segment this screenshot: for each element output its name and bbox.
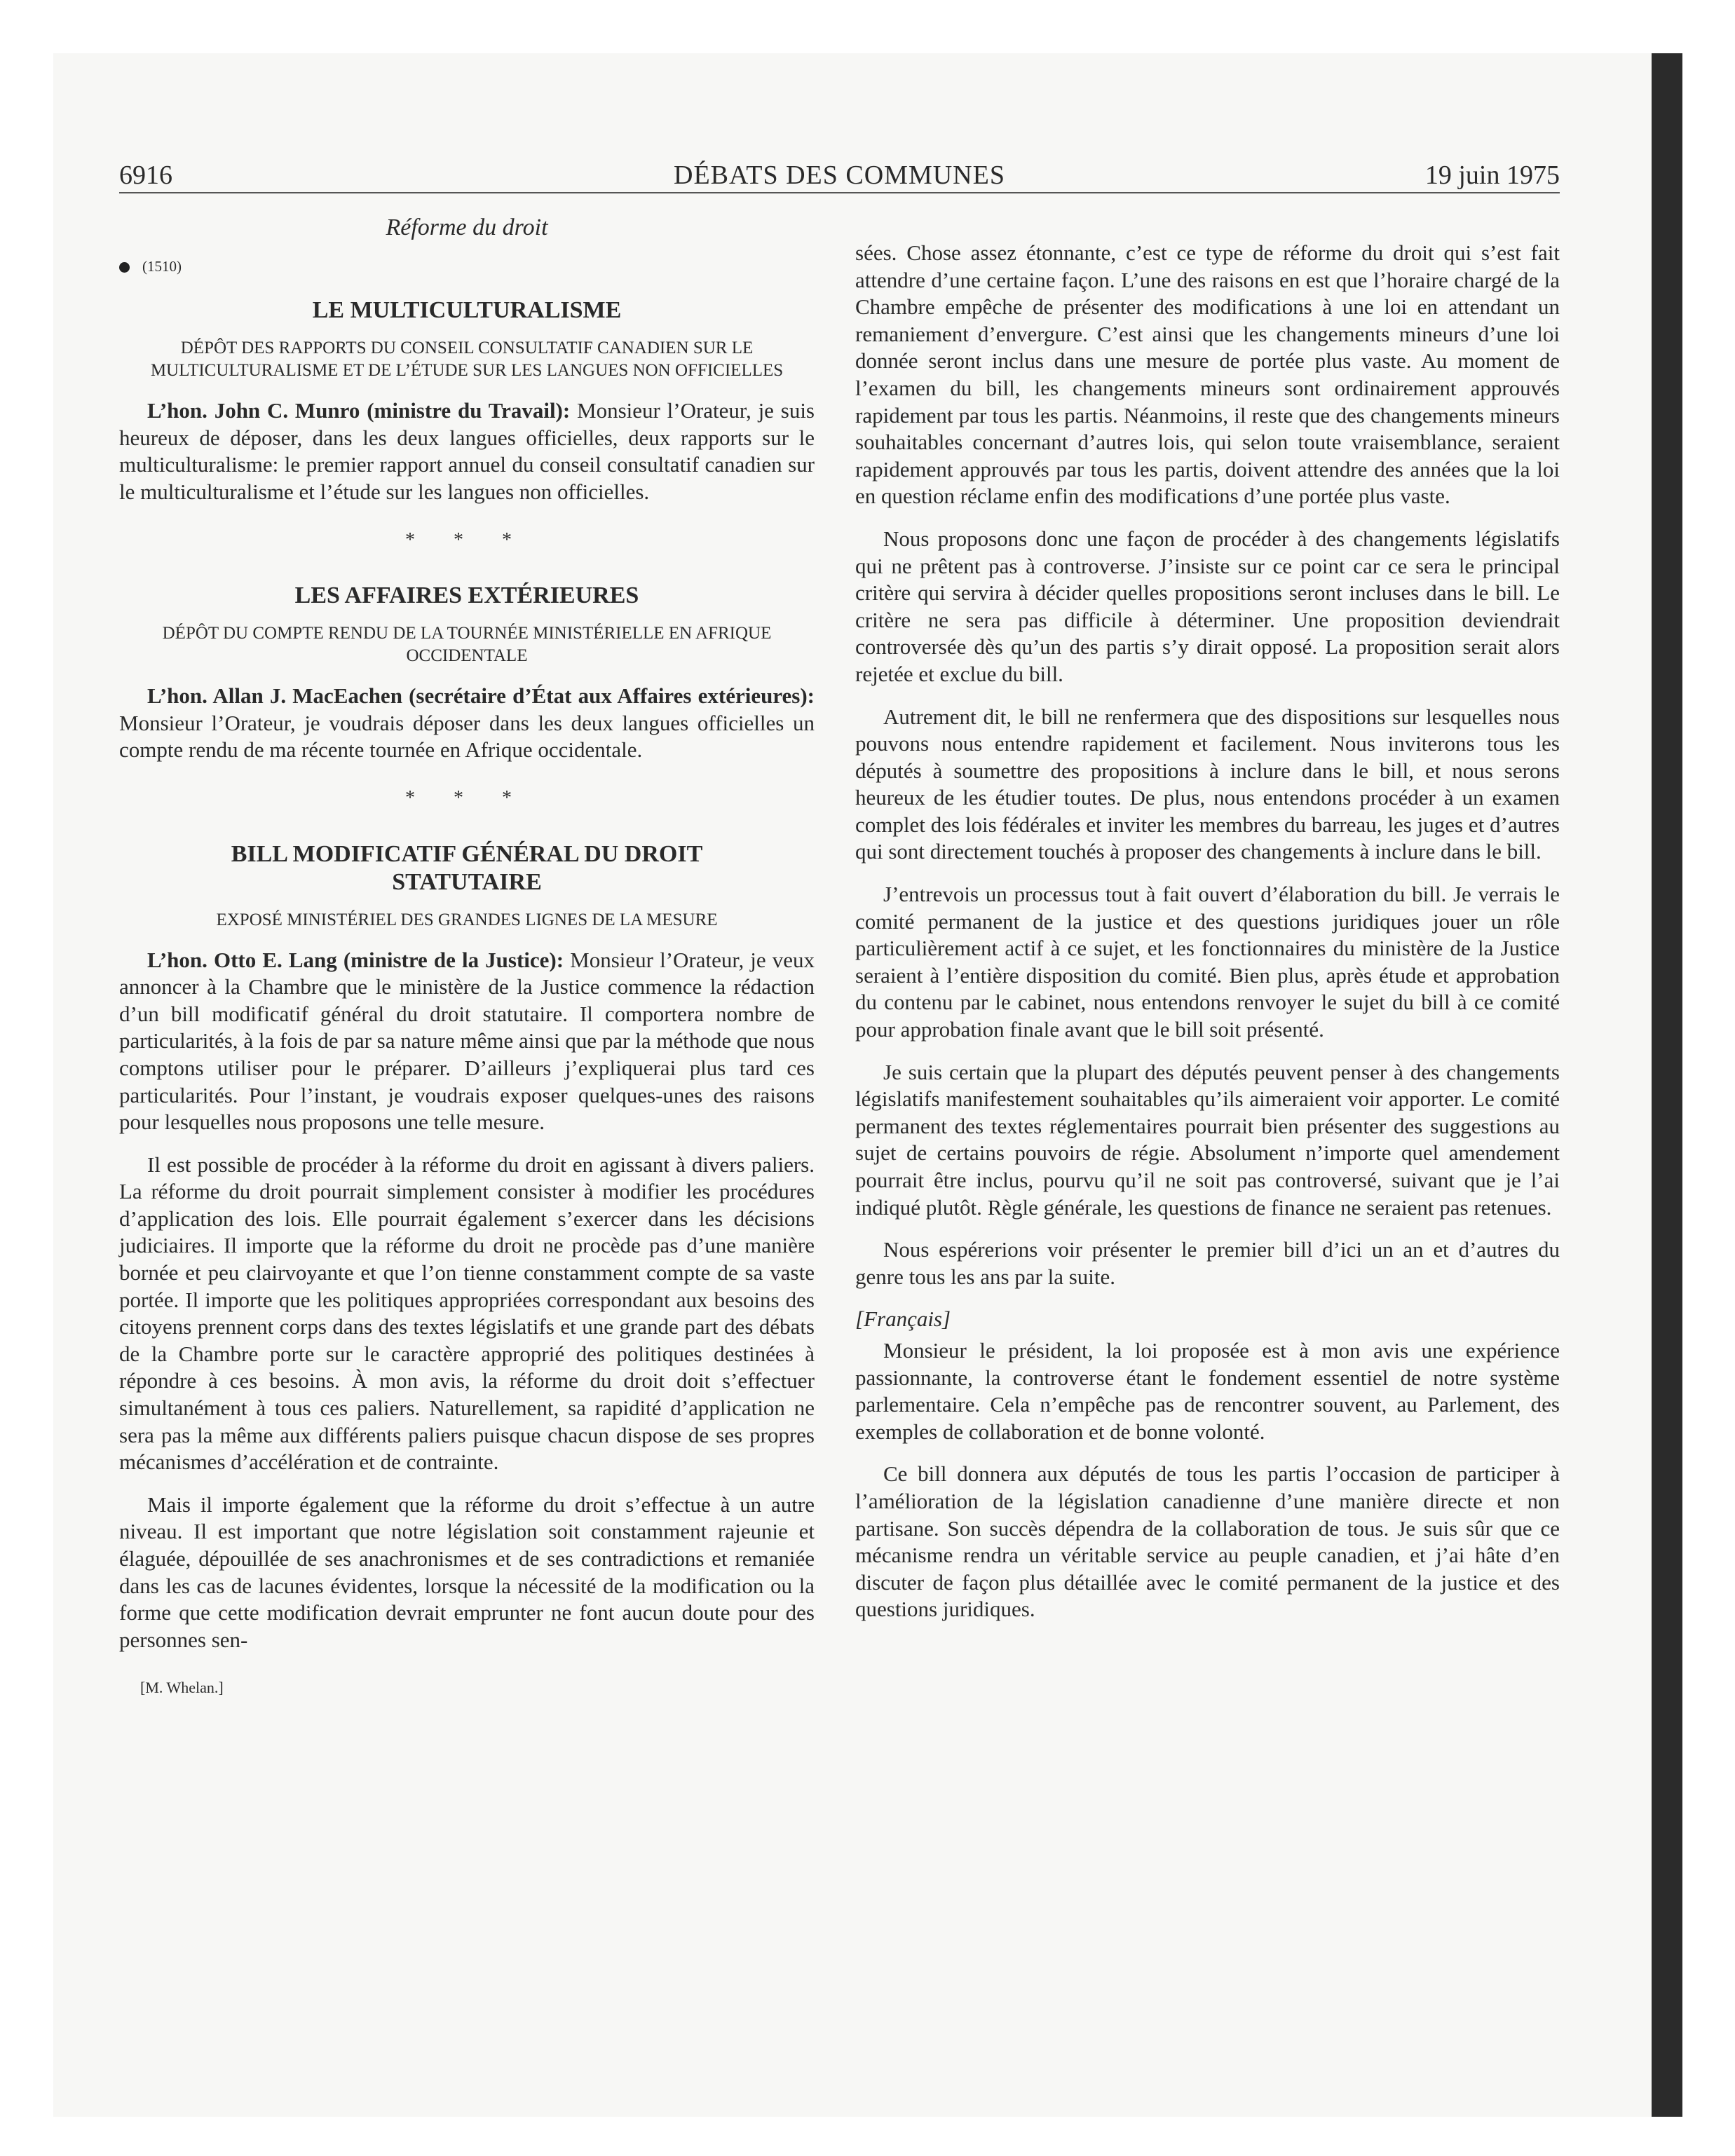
paragraph: Monsieur le président, la loi proposée est à mon avis une expérience passionnante, la controverse étant le fondement essentiel de notre système parlementaire. Cela n’empêche pas de rencontrer souvent, au Parlement, des exemples de collaboration et de bonne volonté. <box>855 1337 1560 1444</box>
subject-running-head: Réforme du droit <box>386 214 548 240</box>
text-maceachen: Monsieur l’Orateur, je voudrais déposer dans les deux langues officielles un compte rendu de ma récente tournée en Afrique occidentale. <box>119 710 815 763</box>
timestamp-text: (1510) <box>142 257 182 275</box>
text-munro: Monsieur l’Orateur, je suis heureux de déposer, dans les deux langues officielles, deux rapports sur le multiculturalisme: le premier rapport annuel du conseil consultatif canadien sur le multiculturalisme et l’étude sur les langues non officielles. <box>119 398 815 504</box>
subheading-multiculturalism: DÉPÔT DES RAPPORTS DU CONSEIL CONSULTATIF CANADIEN SUR LE MULTICULTURALISME ET DE L’ÉTUDE SUR LES LANGUES NON OFFICIELLES <box>150 339 784 381</box>
footer-speaker-note: [M. Whelan.] <box>140 1679 224 1697</box>
paragraph: Ce bill donnera aux députés de tous les partis l’occasion de participer à l’amélioration de la législation canadienne d’une manière directe et non partisane. Son succès dépendra de la collaboration de tous. Je suis sûr que ce mécanisme rendra un véritable service au peuple canadien, et j’ai hâte d’en discuter de façon plus détaillée avec le comité permanent de la justice et des questions juridiques. <box>855 1461 1560 1622</box>
paragraph-munro <box>119 397 815 505</box>
page-header <box>119 150 1560 193</box>
speaker-lang: L’hon. Otto E. Lang (ministre de la Justice): <box>147 947 564 972</box>
section-separator: * * * <box>405 528 529 551</box>
paragraph: Autrement dit, le bill ne renfermera que des dispositions sur lesquelles nous pouvons nous entendre rapidement et facilement. Nous inviterons tous les députés à soumettre des propositions à inclure dans le bill, et nous serons heureux de les étudier toutes. De plus, nous entendons procéder à un examen complet des lois fédérales et inviter les membres du barreau, les juges et d’autres qui sont directement touchés à proposer des changements à inclure dans le bill. <box>855 704 1560 864</box>
paragraph-lang <box>119 947 815 1136</box>
publication-date: 19 juin 1975 <box>1424 161 1560 190</box>
right-column <box>855 240 1560 1639</box>
subheading-statute-law-bill: EXPOSÉ MINISTÉRIEL DES GRANDES LIGNES DE LA MESURE <box>216 910 718 929</box>
paragraph: J’entrevois un processus tout à fait ouvert d’élaboration du bill. Je verrais le comité permanent de la justice et des questions juridiques jouer un rôle particulièrement actif à ce sujet, et les fonctionnaires du ministère de la Justice seraient à l’entière disposition du comité. Bien plus, après étude et approbation du contenu par le cabinet, nous entendons renvoyer le sujet du bill à ce comité pour approbation finale avant que le bill soit présenté. <box>855 882 1560 1042</box>
publication-title: DÉBATS DES COMMUNES <box>674 161 1005 190</box>
paragraph: Mais il importe également que la réforme du droit s’effectue à un autre niveau. Il est important que notre législation soit constamment rajeunie et élaguée, dépouillée de ses anachronismes et de ses contradictions et remaniée dans les cas de lacunes évidentes, lorsque la nécessité de la modification ou la forme que cette modification devrait emprunter ne font aucun doute pour des personnes sen- <box>119 1492 815 1652</box>
left-column <box>119 207 815 1702</box>
paragraph-maceachen <box>119 683 815 764</box>
paragraph: Nous espérerions voir présenter le premier bill d’ici un an et d’autres du genre tous les ans par la suite. <box>855 1237 1560 1289</box>
section-separator: * * * <box>405 786 529 809</box>
bullet-dot-icon <box>119 262 130 273</box>
paragraph: Il est possible de procéder à la réforme du droit en agissant à divers paliers. La réforme du droit pourrait simplement consister à modifier les procédures d’application des lois. Elle pourrait également s’exercer dans les décisions judiciaires. Il importe que la réforme du droit ne procède pas d’une manière bornée et peu clairvoyante et que l’on tienne constamment compte de sa vaste portée. Il importe que les politiques appropriées correspondant aux besoins des citoyens prennent corps dans des textes législatifs et une grande part des débats de la Chambre porte sur le caractère approprié des politiques destinées à répondre à ces besoins. À mon avis, la réforme du droit doit s’effectuer simultanément à tous ces paliers. Naturellement, sa rapidité d’application ne sera pas la même aux différents paliers puisque chacun dispose de ses propres mécanismes d’accélération et de contrainte. <box>119 1152 815 1475</box>
language-marker: [Français] <box>855 1306 951 1332</box>
paragraph: sées. Chose assez étonnante, c’est ce type de réforme du droit qui s’est fait attendre d’une certaine façon. L’une des raisons en est que l’horaire chargé de la Chambre empêche de présenter des modifications à une loi en attendant un remaniement d’envergure. C’est ainsi que les changements mineurs d’une loi donnée seront inclus dans une mesure de portée plus vaste. Au moment de l’examen du bill, les changements mineurs sont ordinairement approuvés rapidement par tous les partis. Néanmoins, il reste que des changements mineurs souhaitables concernant d’autres lois, qui selon toute vraisemblance, seraient rapidement approuvés par tous les partis, doivent attendre des années que la loi en question réclame enfin des modifications d’une portée plus vaste. <box>855 240 1560 509</box>
scan-binding-edge <box>1652 53 1682 2117</box>
heading-multiculturalism: LE MULTICULTURALISME <box>312 297 622 324</box>
speaker-maceachen: L’hon. Allan J. MacEachen (secrétaire d’État aux Affaires extérieures): <box>147 683 815 709</box>
subheading-external-affairs: DÉPÔT DU COMPTE RENDU DE LA TOURNÉE MINISTÉRIELLE EN AFRIQUE OCCIDENTALE <box>162 624 772 666</box>
speaker-munro: L’hon. John C. Munro (ministre du Travail): <box>147 398 571 423</box>
paragraph: Nous proposons donc une façon de procéder à des changements législatifs qui ne prêtent pas à controverse. J’insiste sur ce point car ce sera le principal critère qui servira à décider quelles propositions seront incluses dans le bill. Le critère ne sera pas difficile à déterminer. Une proposition deviendrait controversée dès qu’un des partis s’y dirait opposé. La proposition serait alors rejetée et exclue du bill. <box>855 526 1560 686</box>
timestamp <box>119 253 815 280</box>
paragraph: Je suis certain que la plupart des députés peuvent penser à des changements législatifs manifestement souhaitables qu’ils aimeraient voir apporter. Le comité permanent des textes réglementaires pourrait bien présenter des suggestions au sujet de certains pouvoirs de régie. Absolument n’importe quel amendement pourrait être inclus, pourvu qu’il ne soit pas controversé, suivant que je l’ai indiqué plutôt. Règle générale, les questions de finance ne seraient pas retenues. <box>855 1059 1560 1220</box>
heading-statute-law-bill: BILL MODIFICATIF GÉNÉRAL DU DROIT STATUTAIRE <box>231 840 703 895</box>
text-lang: Monsieur l’Orateur, je veux annoncer à la Chambre que le ministère de la Justice commence la rédaction d’un bill modificatif général du droit statutaire. Il comportera nombre de particularités, à la fois de par sa nature même ainsi que par la méthode que nous comptons utiliser pour le préparer. D’ailleurs j’expliquerai plus tard ces particularités. Pour l’instant, je voudrais exposer quelques-unes des raisons pour lesquelles nous proposons une telle mesure. <box>119 947 815 1135</box>
heading-external-affairs: LES AFFAIRES EXTÉRIEURES <box>294 582 639 609</box>
page-number: 6916 <box>119 161 172 190</box>
